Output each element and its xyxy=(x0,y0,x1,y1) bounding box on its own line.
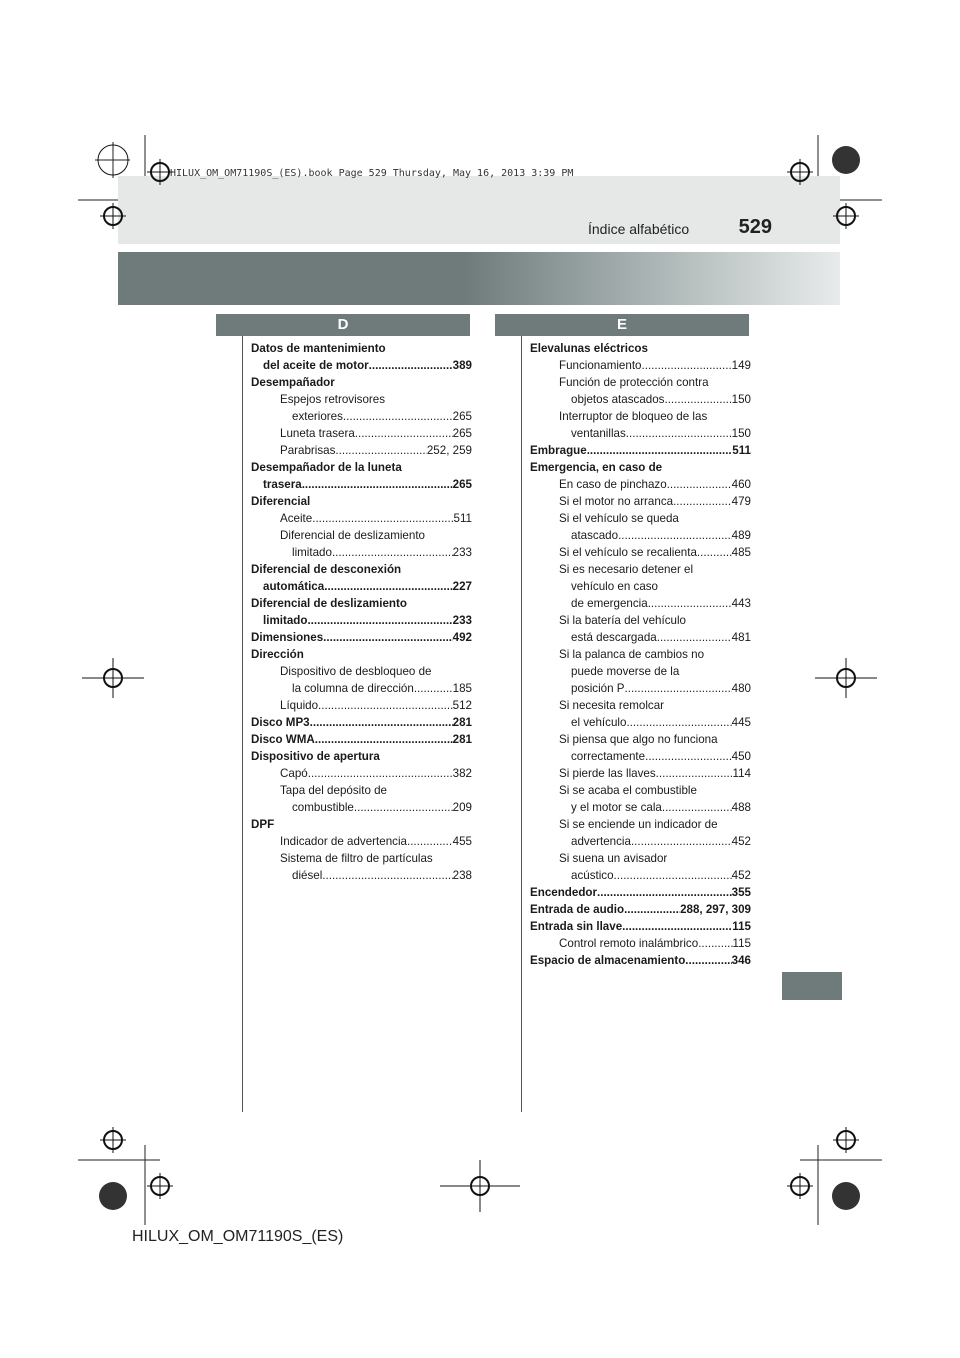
index-entry-page: 355 xyxy=(731,886,751,899)
index-entry-text: Dirección xyxy=(251,648,304,661)
index-entry-text: exteriores xyxy=(292,410,343,423)
index-entry-page: 452 xyxy=(731,835,751,848)
index-entry-page: 233 xyxy=(452,614,472,627)
index-entry-text: Si pierde las llaves xyxy=(559,767,656,780)
index-entry-text: el vehículo xyxy=(571,716,627,729)
index-entry-page: 281 xyxy=(452,733,472,746)
index-entry-text: Espejos retrovisores xyxy=(280,393,386,406)
index-entry-text: vehículo en caso xyxy=(571,580,659,593)
index-entry-page: 265 xyxy=(452,427,472,440)
index-entry-text: Disco WMA xyxy=(251,733,315,746)
index-entry-text: Función de protección contra xyxy=(559,376,709,389)
index-entry-page: 481 xyxy=(731,631,751,644)
index-entry-text: Si el vehículo se queda xyxy=(559,512,679,525)
index-entry-text: Líquido xyxy=(280,699,319,712)
index-entry-page: 445 xyxy=(731,716,751,729)
index-entry-page: 265 xyxy=(452,410,472,423)
index-entry-text: del aceite de motor xyxy=(263,359,369,372)
index-entry-text: Entrada sin llave xyxy=(530,920,623,933)
index-entry-page: 115 xyxy=(732,920,751,933)
index-entry-page: 450 xyxy=(731,750,751,763)
index-entry-page: 227 xyxy=(452,580,472,593)
index-entry-text: Funcionamiento xyxy=(559,359,642,372)
index-entry-text: ventanillas xyxy=(571,427,626,440)
index-entry-text: Si necesita remolcar xyxy=(559,699,665,712)
index-entry-text: limitado xyxy=(263,614,308,627)
index-entry-text: Si la batería del vehículo xyxy=(559,614,686,627)
footer-code: HILUX_OM_OM71190S_(ES) xyxy=(132,1228,344,1245)
index-entry-page: 382 xyxy=(452,767,472,780)
index-entry-page: 265 xyxy=(452,478,472,491)
index-entry-text: Emergencia, en caso de xyxy=(530,461,663,474)
index-entry-page: 489 xyxy=(731,529,751,542)
index-entry-page: 346 xyxy=(731,954,751,967)
index-entry-page: 238 xyxy=(452,869,472,882)
index-entry-text: y el motor se cala xyxy=(571,801,662,814)
index-entry-text: Espacio de almacenamiento xyxy=(530,954,686,967)
index-entry-page: 281 xyxy=(452,716,472,729)
letter-header-e: E xyxy=(495,314,749,336)
index-entry-text: Si el vehículo se recalienta xyxy=(559,546,697,559)
index-entry-page: 252, 259 xyxy=(426,444,472,457)
index-entry-text: correctamente xyxy=(571,750,646,763)
index-entry-page: 185 xyxy=(452,682,472,695)
index-entry-text: Desempañador xyxy=(251,376,335,389)
index-entry-text: Capó xyxy=(280,767,308,780)
index-entry-text: Diferencial de deslizamiento xyxy=(251,597,407,610)
index-entry-text: limitado xyxy=(292,546,332,559)
index-entry-text: Si es necesario detener el xyxy=(559,563,694,576)
index-entry-page: 479 xyxy=(731,495,751,508)
index-entry-text: Si piensa que algo no funciona xyxy=(559,733,718,746)
index-entry-text: Tapa del depósito de xyxy=(280,784,388,797)
index-entry-page: 460 xyxy=(731,478,751,491)
index-entry-text: Si la palanca de cambios no xyxy=(559,648,705,661)
letter-header-d: D xyxy=(216,314,470,336)
index-entry-text: Dimensiones xyxy=(251,631,324,644)
index-entry-page: 452 xyxy=(731,869,751,882)
index-entry-text: posición P xyxy=(571,682,625,695)
index-entry-text: Dispositivo de desbloqueo de xyxy=(280,665,432,678)
index-entry-page: 485 xyxy=(731,546,751,559)
index-entry-text: Indicador de advertencia xyxy=(280,835,407,848)
index-entry-page: 511 xyxy=(453,512,472,525)
index-entry-text: Interruptor de bloqueo de las xyxy=(559,410,708,423)
index-entry-text: combustible xyxy=(292,801,354,814)
index-entry-text: Encendedor xyxy=(530,886,597,899)
index-entry-text: puede moverse de la xyxy=(571,665,680,678)
index-entry-page: 488 xyxy=(731,801,751,814)
index-entry-text: acústico xyxy=(571,869,614,882)
index-entry-page: 150 xyxy=(731,427,751,440)
index-entry-text: Disco MP3 xyxy=(251,716,310,729)
index-entry-text: Si se enciende un indicador de xyxy=(559,818,718,831)
index-entry-page: 512 xyxy=(452,699,472,712)
index-entry-text: Embrague xyxy=(530,444,587,457)
index-entry-text: Datos de mantenimiento xyxy=(251,342,386,355)
index-entry-text: Parabrisas xyxy=(280,444,336,457)
index-entry-text: Entrada de audio xyxy=(530,903,625,916)
index-entry-page: 149 xyxy=(731,359,751,372)
index-entry-text: la columna de dirección xyxy=(292,682,414,695)
index-entry-text: Diferencial xyxy=(251,495,311,508)
index-entry-text: diésel xyxy=(292,869,323,882)
index-entry-text: Sistema de filtro de partículas xyxy=(280,852,433,865)
index-entry-page: 480 xyxy=(731,682,751,695)
index-entry-text: Si se acaba el combustible xyxy=(559,784,697,797)
index-entry-page: 511 xyxy=(732,444,751,457)
index-entry-page: 455 xyxy=(452,835,472,848)
index-entry-page: 150 xyxy=(731,393,751,406)
index-entry-page: 492 xyxy=(452,631,472,644)
index-entry-text: advertencia xyxy=(571,835,631,848)
book-info: HILUX_OM_OM71190S_(ES).book Page 529 Thursday, May 16, 2013 3:39 PM xyxy=(170,168,574,179)
index-entry-text: Elevalunas eléctricos xyxy=(530,342,648,355)
index-entry-text: Si suena un avisador xyxy=(559,852,668,865)
index-entry-text: de emergencia xyxy=(571,597,648,610)
page-number: 529 xyxy=(738,216,772,238)
index-entry-text: En caso de pinchazo xyxy=(559,478,667,491)
index-entry-text: Aceite xyxy=(280,512,313,525)
index-entry-text: Diferencial de desconexión xyxy=(251,563,402,576)
index-entry-text: trasera xyxy=(263,478,302,491)
section-title: Índice alfabético xyxy=(588,221,690,237)
index-entry-text: DPF xyxy=(251,818,275,831)
index-entry-page: 209 xyxy=(452,801,472,814)
index-entry-page: 443 xyxy=(731,597,751,610)
index-entry-text: Diferencial de deslizamiento xyxy=(280,529,425,542)
index-entry-text: objetos atascados xyxy=(571,393,665,406)
index-entry-text: atascado xyxy=(571,529,619,542)
index-entry-page: 114 xyxy=(732,767,751,780)
index-entry-text: Control remoto inalámbrico xyxy=(559,937,699,950)
index-entry-page: 233 xyxy=(452,546,472,559)
index-entry-text: automática xyxy=(263,580,325,593)
index-entry-text: está descargada xyxy=(571,631,657,644)
index-entry-page: 389 xyxy=(452,359,472,372)
index-entry-text: Si el motor no arranca xyxy=(559,495,674,508)
index-entry-text: Dispositivo de apertura xyxy=(251,750,380,763)
index-entry-text: Luneta trasera xyxy=(280,427,355,440)
index-entry-page: 288, 297, 309 xyxy=(680,903,751,916)
index-entry-page: 115 xyxy=(732,937,751,950)
index-entry-text: Desempañador de la luneta xyxy=(251,461,402,474)
